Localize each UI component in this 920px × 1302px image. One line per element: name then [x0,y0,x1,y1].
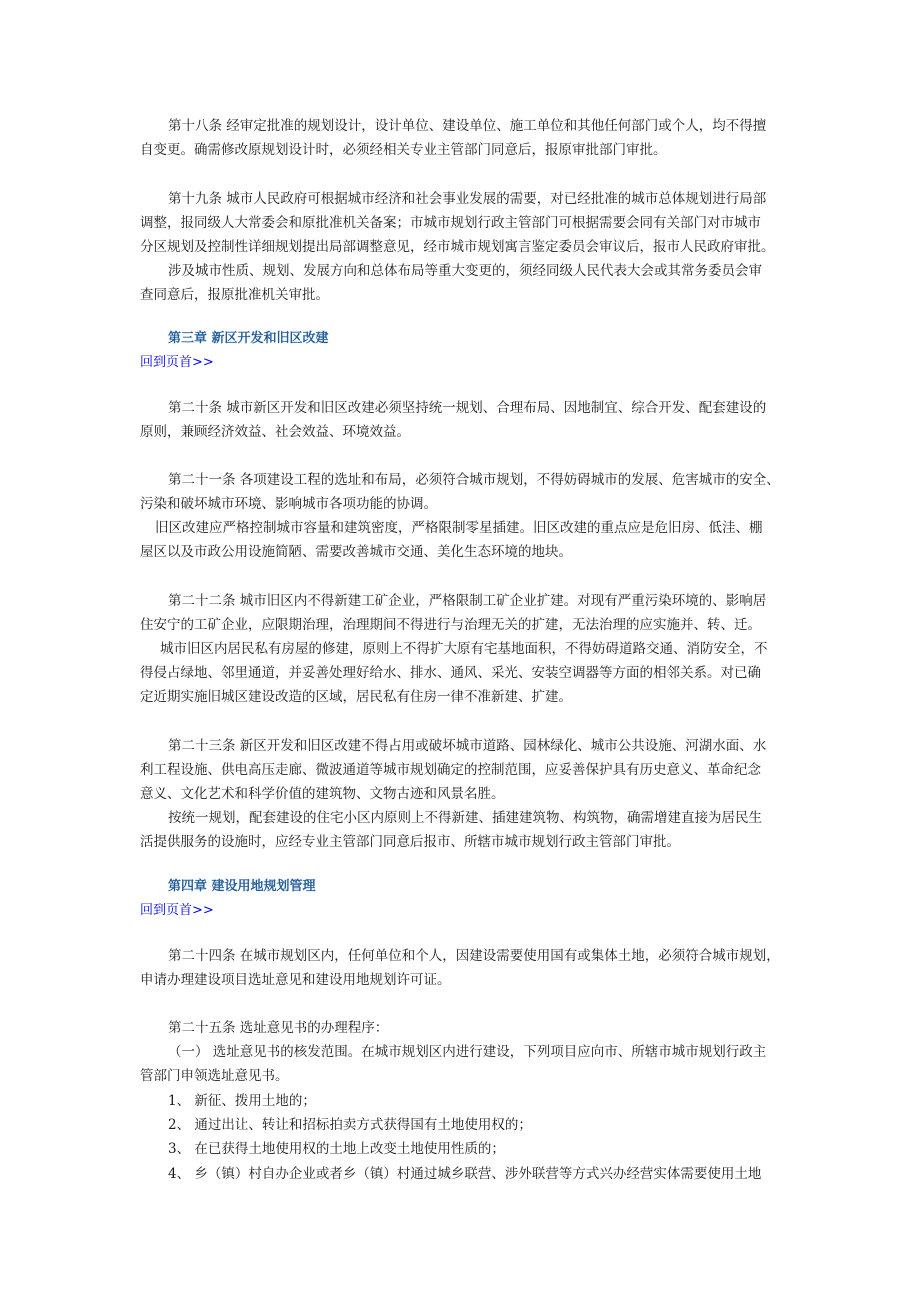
article-23-line: 意义、文化艺术和科学价值的建筑物、文物古迹和风景名胜。 [140,786,505,802]
article-19-line: 第十九条 城市人民政府可根据城市经济和社会事业发展的需要，对已经批准的城市总体规划进行局部 [168,191,767,207]
article-23-line: 按统一规划，配套建设的住宅小区内原则上不得新建、插建建筑物、构筑物，确需增建直接为居民生 [168,810,762,826]
article-19-line: 查同意后，报原批准机关审批。 [140,287,329,303]
list-item: 4、 乡（镇）村自办企业或者乡（镇）村通过城乡联营、涉外联营等方式兴办经营实体需要使用土地 [168,1166,762,1182]
article-25-line: 第二十五条 选址意见书的办理程序： [168,1020,389,1036]
article-22-line: 定近期实施旧城区建设改造的区域，居民私有住房一律不准新建、扩建。 [140,689,572,705]
list-item: 3、 在已获得土地使用权的土地上改变土地使用性质的； [168,1141,505,1157]
chapter-3-heading: 第三章 新区开发和旧区改建 [168,331,329,346]
article-25-line: 管部门申领选址意见书。 [140,1068,289,1084]
article-21-line: 第二十一条 各项建设工程的选址和布局，必须符合城市规划，不得妨碍城市的发展、危害城市的安全、 [168,472,780,488]
article-22-line: 城市旧区内居民私有房屋的修建，原则上不得扩大原有宅基地面积，不得妨碍道路交通、消防安全，不 [160,641,768,657]
article-22-line: 第二十二条 城市旧区内不得新建工矿企业，严格限制工矿企业扩建。对现有严重污染环境的、影响居 [168,593,767,609]
article-23-line: 利工程设施、供电高压走廊、微波通道等城市规划确定的控制范围，应妥善保护具有历史意义、革命纪念 [140,762,761,778]
article-22-line: 住安宁的工矿企业，应限期治理，治理期间不得进行与治理无关的扩建，无法治理的应实施并、转、迁。 [140,617,761,633]
article-20-line: 原则，兼顾经济效益、社会效益、环境效益。 [140,424,410,440]
article-23-line: 活提供服务的设施时，应经专业主管部门同意后报市、所辖市城市规划行政主管部门审批。 [140,834,680,850]
article-25-line: （一） 选址意见书的核发范围。在城市规划区内进行建设，下列项目应向市、所辖市城市规划行政主 [168,1044,767,1060]
article-21-line: 屋区以及市政公用设施简陋、需要改善城市交通、美化生态环境的地块。 [140,544,572,560]
article-23-line: 第二十三条 新区开发和旧区改建不得占用或破坏城市道路、园林绿化、城市公共设施、河湖水面、水 [168,738,767,754]
back-to-top-link[interactable]: 回到页首>> [140,903,214,918]
article-21-line: 污染和破坏城市环境、影响城市各项功能的协调。 [140,496,437,512]
list-item: 2、 通过出让、转让和招标拍卖方式获得国有土地使用权的； [168,1117,532,1133]
article-19-line: 涉及城市性质、规划、发展方向和总体布局等重大变更的，须经同级人民代表大会或其常务委员会审 [168,263,762,279]
article-21-line: 旧区改建应严格控制城市容量和建筑密度，严格限制零星插建。旧区改建的重点应是危旧房、低洼、棚 [155,520,763,536]
article-18-line: 第十八条 经审定批准的规划设计，设计单位、建设单位、施工单位和其他任何部门或个人，均不得擅 [168,118,767,134]
back-to-top-link[interactable]: 回到页首>> [140,355,214,370]
chapter-4-heading: 第四章 建设用地规划管理 [168,879,316,894]
article-19-line: 分区规划及控制性详细规划提出局部调整意见，经市城市规划寓言鉴定委员会审议后，报市人民政府审批。 [140,239,775,255]
article-20-line: 第二十条 城市新区开发和旧区改建必须坚持统一规划、合理布局、因地制宜、综合开发、配套建设的 [168,400,767,416]
article-22-line: 得侵占绿地、邻里通道，并妥善处理好给水、排水、通风、采光、安装空调器等方面的相邻关系。对已确 [140,665,761,681]
article-24-line: 第二十四条 在城市规划区内，任何单位和个人，因建设需要使用国有或集体土地，必须符合城市规划， [168,948,780,964]
article-24-line: 申请办理建设项目选址意见和建设用地规划许可证。 [140,972,451,988]
article-18-line: 自变更。确需修改原规划设计时，必须经相关专业主管部门同意后，报原审批部门审批。 [140,142,667,158]
list-item: 1、 新征、拨用土地的； [168,1093,316,1109]
article-19-line: 调整，报同级人大常委会和原批准机关备案；市城市规划行政主管部门可根据需要会同有关部门对市城市 [140,215,761,231]
